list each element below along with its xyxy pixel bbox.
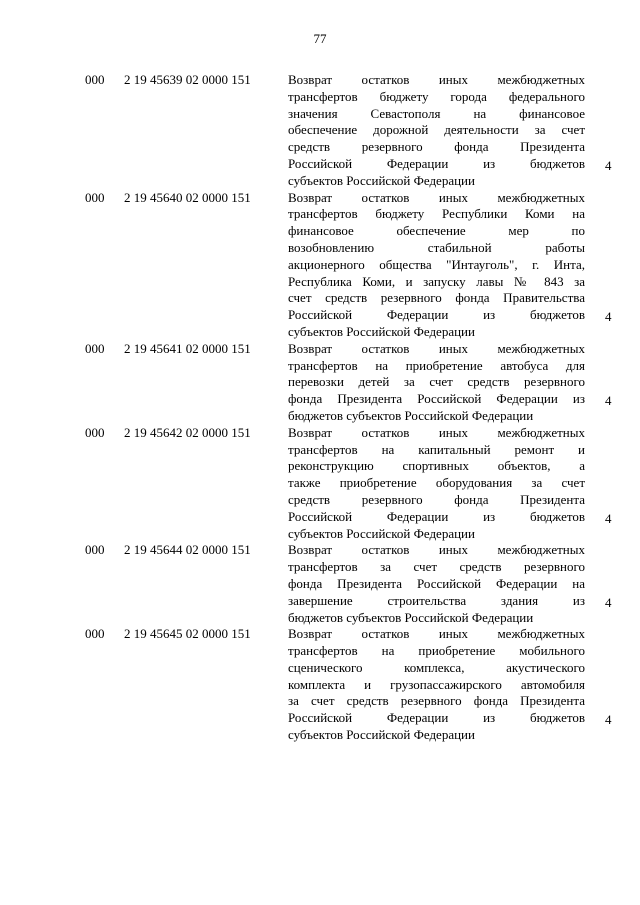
description-line: Республика Коми, и запуску лавы № 843 за — [288, 273, 585, 289]
table-row — [0, 341, 640, 425]
description-line: Российской Федерации из бюджетов — [288, 508, 585, 524]
admin-code: 000 — [85, 542, 105, 558]
law-reference: 4 — [605, 594, 612, 610]
budget-codes-table — [0, 72, 640, 744]
description-line: Возврат остатков иных межбюджетных — [288, 424, 585, 440]
budget-classification-code: 2 19 45642 02 0000 151 — [124, 424, 251, 440]
description-line: Российской Федерации из бюджетов — [288, 155, 585, 171]
page-number: 77 — [313, 31, 327, 46]
description-line: акционерного общества "Интауголь", г. Инта, — [288, 256, 585, 272]
description-line: фонда Президента Российской Федерации на — [288, 575, 585, 591]
revenue-description — [288, 72, 585, 190]
description-line: также приобретение оборудования за счет — [288, 475, 585, 491]
budget-classification-code: 2 19 45641 02 0000 151 — [124, 340, 251, 356]
admin-code: 000 — [85, 424, 105, 440]
description-line: Российской Федерации из бюджетов — [288, 710, 585, 726]
table-row — [0, 190, 640, 341]
law-reference: 4 — [605, 712, 612, 728]
admin-code: 000 — [85, 72, 105, 87]
description-line: фонда Президента Российской Федерации из — [288, 391, 585, 407]
description-line: трансфертов бюджету города федерального — [288, 88, 585, 104]
table-row — [0, 425, 640, 543]
description-line: комплекта и грузопассажирского автомобиля — [288, 676, 585, 692]
description-line: субъектов Российской Федерации — [288, 525, 475, 541]
law-reference: 4 — [605, 392, 612, 408]
description-line: Возврат остатков иных межбюджетных — [288, 189, 585, 205]
description-line: Возврат остатков иных межбюджетных — [288, 72, 585, 87]
description-line: бюджетов субъектов Российской Федерации — [288, 407, 534, 423]
description-line: трансфертов на приобретение автобуса для — [288, 357, 585, 373]
description-line: возобновлению стабильной работы — [288, 239, 585, 255]
description-line: Возврат остатков иных межбюджетных — [288, 626, 585, 642]
revenue-description — [288, 425, 585, 543]
revenue-description — [288, 190, 585, 341]
budget-classification-code: 2 19 45645 02 0000 151 — [124, 626, 251, 642]
description-line: обеспечение дорожной деятельности за счет — [288, 122, 585, 138]
law-reference: 4 — [605, 157, 612, 173]
description-line: счет средств резервного фонда Правительства — [288, 290, 585, 306]
description-line: субъектов Российской Федерации — [288, 727, 475, 743]
admin-code: 000 — [85, 189, 105, 205]
admin-code: 000 — [85, 340, 105, 356]
description-line: Возврат остатков иных межбюджетных — [288, 542, 585, 558]
budget-classification-code: 2 19 45640 02 0000 151 — [124, 189, 251, 205]
law-reference: 4 — [605, 510, 612, 526]
description-line: Возврат остатков иных межбюджетных — [288, 340, 585, 356]
description-line: значения Севастополя на финансовое — [288, 105, 585, 121]
description-line: сценического комплекса, акустического — [288, 659, 585, 675]
description-line: бюджетов субъектов Российской Федерации — [288, 609, 534, 625]
description-line: трансфертов на приобретение мобильного — [288, 643, 585, 659]
table-row — [0, 626, 640, 744]
description-line: Российской Федерации из бюджетов — [288, 307, 585, 323]
description-line: субъектов Российской Федерации — [288, 323, 475, 339]
table-row — [0, 542, 640, 626]
description-line: трансфертов за счет средств резервного — [288, 559, 585, 575]
description-line: трансфертов бюджету Республики Коми на — [288, 206, 585, 222]
description-line: реконструкцию спортивных объектов, а — [288, 458, 585, 474]
description-line: трансфертов на капитальный ремонт и — [288, 441, 585, 457]
description-line: за счет средств резервного фонда Президента — [288, 693, 585, 709]
description-line: средств резервного фонда Президента — [288, 139, 585, 155]
description-line: завершение строительства здания из — [288, 592, 585, 608]
description-line: субъектов Российской Федерации — [288, 172, 475, 188]
revenue-description — [288, 626, 585, 744]
description-line: финансовое обеспечение мер по — [288, 223, 585, 239]
budget-classification-code: 2 19 45644 02 0000 151 — [124, 542, 251, 558]
description-line: перевозки детей за счет средств резервного — [288, 374, 585, 390]
revenue-description — [288, 542, 585, 626]
revenue-description — [288, 341, 585, 425]
law-reference: 4 — [605, 308, 612, 324]
admin-code: 000 — [85, 626, 105, 642]
description-line: средств резервного фонда Президента — [288, 491, 585, 507]
table-row — [0, 72, 640, 190]
budget-classification-code: 2 19 45639 02 0000 151 — [124, 72, 251, 87]
